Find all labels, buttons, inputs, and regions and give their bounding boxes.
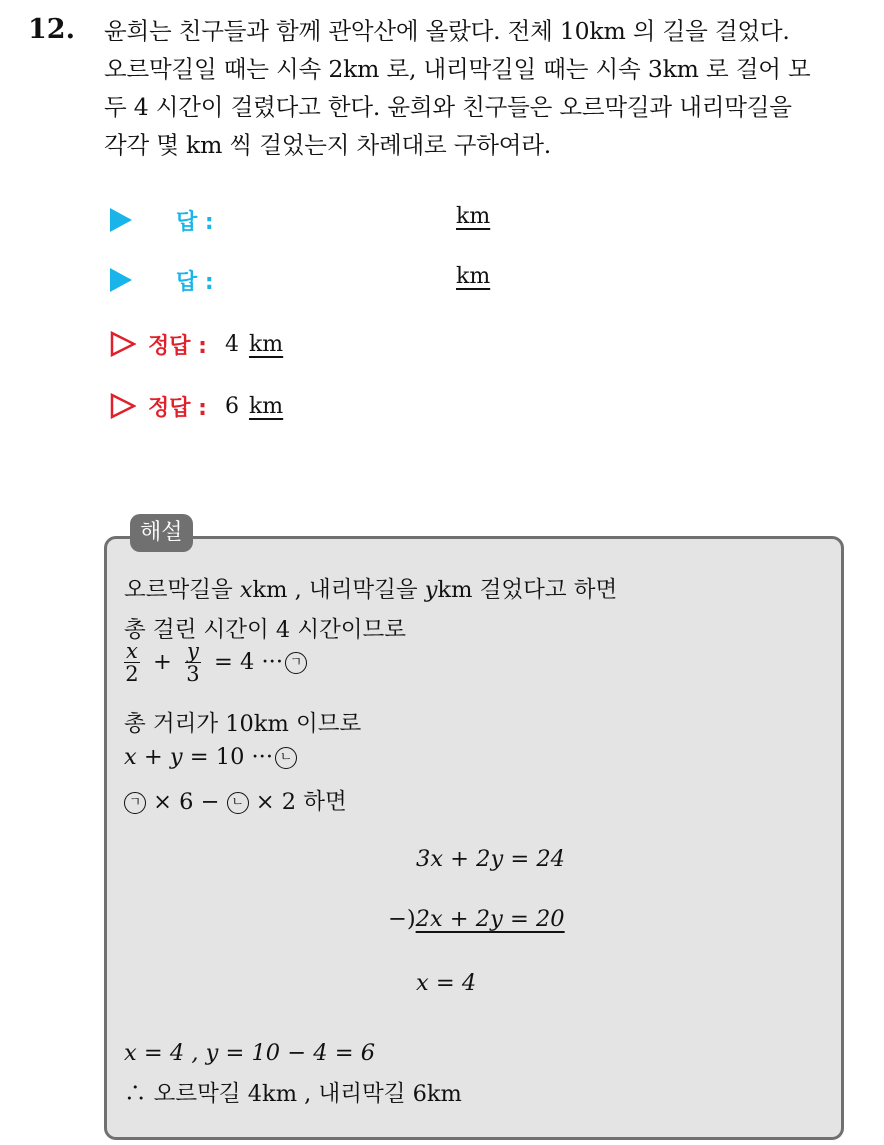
problem-statement [104,12,864,164]
calc-line-3: x = 4 [416,970,477,996]
fraction-denominator: 2 [125,662,139,686]
solution-operation [124,784,347,816]
correct-label: 정답 : [148,333,207,359]
answer-label: 답 : [176,269,214,295]
solution-equation-2 [124,744,297,770]
text: + [136,744,170,770]
solution-line-1 [124,572,617,604]
correct-unit: km [248,331,284,357]
text: = 10 ··· [182,744,273,770]
text: km , 내리막길을 [252,577,425,603]
outline-triangle-icon [110,331,136,357]
calc-line-2 [388,906,565,932]
problem-number: 12. [28,14,75,45]
play-triangle-icon [110,268,132,292]
problem-line: 두 4 시간이 걸렸다고 한다. 윤희와 친구들은 오르막길과 내리막길을 [104,93,792,121]
answer-unit: km [456,204,491,229]
fraction-numerator: y [187,639,199,663]
correct-value: 6 [224,393,239,419]
answer-row-2 [110,262,530,298]
var-x: x [239,577,253,603]
answer-row-1 [110,202,530,238]
correct-value: 4 [224,331,239,357]
answer-unit: km [456,264,491,289]
correct-label: 정답 : [148,395,207,421]
solution-equation-1 [124,640,307,685]
problem-line: 오르막길일 때는 시속 2km 로, 내리막길일 때는 시속 3km 로 걸어 모 [104,55,811,83]
circled-label: ㄴ [275,747,297,769]
answer-label: 답 : [176,209,214,235]
text: × 2 하면 [248,789,347,815]
var-x: x [124,744,137,770]
fraction-denominator: 3 [186,662,200,686]
problem-line: 각각 몇 km 씩 걸었는지 차례대로 구하여라. [104,131,552,159]
correct-unit: km [248,393,284,419]
fraction-numerator: x [126,639,138,663]
correct-answer-row-1 [110,326,283,362]
text: × 6 − [146,789,227,815]
correct-answer-row-2 [110,388,283,424]
solution-tab: 해설 [130,514,193,552]
outline-triangle-icon [110,393,136,419]
solution-result-2: ∴ 오르막길 4km , 내리막길 6km [124,1081,462,1107]
circled-label: ㄴ [227,792,249,814]
circled-label: ㄱ [285,652,307,674]
solution-line-2: 총 걸린 시간이 4 시간이므로 [124,617,407,643]
subtract-prefix: −) [388,906,416,932]
solution-result-1: x = 4 , y = 10 − 4 = 6 [124,1040,376,1066]
fraction [124,640,140,685]
fraction [185,640,201,685]
solution-line-4: 총 거리가 10km 이므로 [124,711,362,737]
text: km 걸었다고 하면 [437,577,618,603]
problem-line: 윤희는 친구들과 함께 관악산에 올랐다. 전체 10km 의 길을 걸었다. [104,17,790,45]
var-y: y [169,744,183,770]
calc-expression: 2x + 2y = 20 [415,906,565,932]
text: 오르막길을 [124,577,240,603]
var-y: y [424,577,438,603]
equation-rest: = 4 ··· [214,648,283,675]
play-triangle-icon [110,208,132,232]
plus-sign: + [153,648,172,675]
calc-line-1: 3x + 2y = 24 [416,846,565,872]
circled-label: ㄱ [124,792,146,814]
